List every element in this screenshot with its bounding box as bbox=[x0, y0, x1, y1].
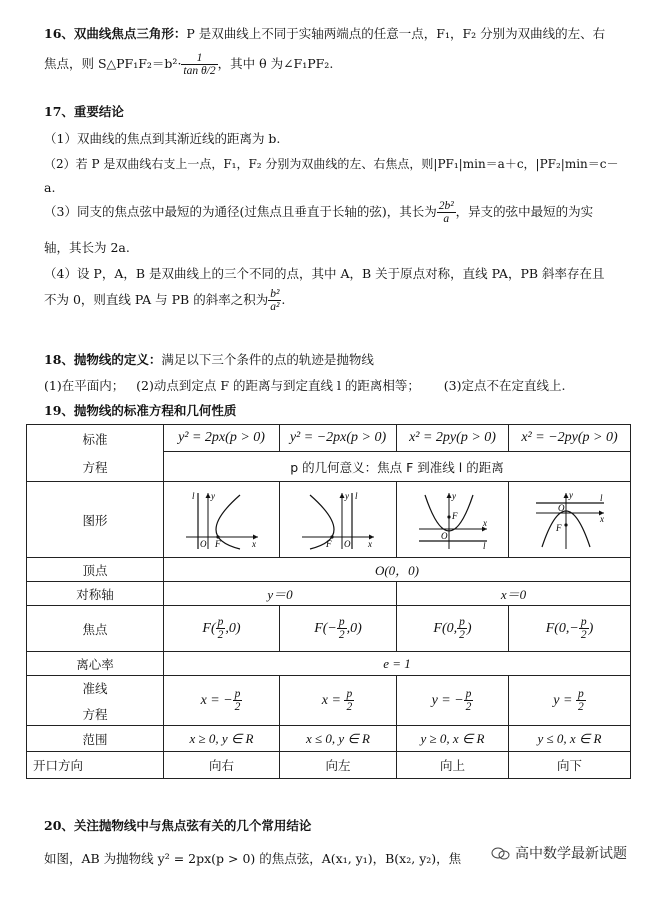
focus-4-pre: F(0,− bbox=[545, 620, 579, 636]
section-16-line1 bbox=[44, 24, 605, 42]
label-axis: 对称轴 bbox=[27, 582, 164, 606]
label-focus: 焦点 bbox=[27, 606, 164, 652]
graph4-o-label: O bbox=[557, 502, 564, 513]
section-16-text1: P 是双曲线上不同于实轴两端点的任意一点，F₁，F₂ 分别为双曲线的左、右 bbox=[186, 26, 606, 41]
focus-4-post: ) bbox=[588, 620, 594, 636]
focus-1-num: p bbox=[217, 615, 224, 628]
directrix-3-den: 2 bbox=[465, 701, 472, 713]
directrix-cell-3 bbox=[397, 676, 509, 726]
section-17-item1: （1）双曲线的焦点到其渐近线的距离为 b. bbox=[44, 131, 281, 146]
table-row-graph bbox=[27, 482, 631, 558]
graph4-f-label: F bbox=[555, 522, 561, 533]
section-16-text2b: ，其中 θ 为∠F₁PF₂. bbox=[217, 56, 334, 72]
section-18-line2 bbox=[44, 376, 565, 394]
label-opening: 开口方向 bbox=[27, 752, 164, 779]
graph-opening-down bbox=[530, 489, 610, 551]
directrix-cell-4 bbox=[509, 676, 631, 726]
axis-cell-horizontal: y＝0 bbox=[164, 582, 397, 606]
section-17-item4-fraction bbox=[268, 288, 281, 313]
focus-4-num: p bbox=[580, 615, 587, 628]
label-eccentricity: 离心率 bbox=[27, 652, 164, 676]
directrix-4-den: 2 bbox=[577, 701, 584, 713]
graph1-o-label: O bbox=[199, 538, 206, 549]
focus-3-den: 2 bbox=[459, 629, 465, 641]
directrix-1-pre: x = − bbox=[200, 692, 233, 708]
section-16-title: 16、双曲线焦点三角形： bbox=[44, 26, 187, 41]
focus-3-frac bbox=[457, 616, 467, 641]
section-18-title: 18、抛物线的定义： bbox=[44, 352, 162, 367]
section-18-c3: (3)定点不在定直线上. bbox=[443, 378, 566, 393]
focus-2-frac bbox=[337, 616, 347, 641]
section-18-c2: (2)动点到定点 F 的距离与到定直线 l 的距离相等； bbox=[136, 378, 420, 393]
table-row-eccentricity bbox=[27, 652, 631, 676]
wechat-icon bbox=[491, 847, 511, 861]
section-16-frac-den: tan θ/2 bbox=[183, 65, 216, 78]
focus-1-post: ,0) bbox=[225, 620, 241, 636]
watermark-text: 高中数学最新试题 bbox=[515, 846, 627, 862]
graph2-x-label: x bbox=[368, 538, 372, 549]
range-cell-2: x ≤ 0, y ∈ R bbox=[280, 726, 397, 752]
section-17-item3c: 轴，其长为 2a. bbox=[44, 240, 130, 255]
label-range: 范围 bbox=[27, 726, 164, 752]
graph-opening-right bbox=[182, 489, 262, 551]
graph4-y-label: y bbox=[568, 489, 573, 500]
section-17-item4-frac-num: b² bbox=[270, 288, 280, 300]
label-dir-line2: 方程 bbox=[82, 706, 108, 722]
section-17-item3b: ，异支的弦中最短的为实 bbox=[455, 204, 594, 220]
table-row-vertex bbox=[27, 558, 631, 582]
range-cell-4: y ≤ 0, x ∈ R bbox=[509, 726, 631, 752]
focus-cell-1 bbox=[164, 606, 280, 652]
focus-3-pre: F(0, bbox=[433, 620, 458, 636]
label-eq-line1: 标准 bbox=[82, 432, 108, 447]
graph3-x-label: x bbox=[482, 517, 487, 528]
section-20-text: 如图，AB 为抛物线 y² = 2px(p > 0) 的焦点弦，A(x₁, y₁)，B(x₂, y₂)，焦 bbox=[44, 851, 462, 866]
equation-cell-1: y² = 2px(p > 0) bbox=[164, 425, 280, 452]
focus-2-pre: F(− bbox=[314, 620, 337, 636]
table-row-directrix bbox=[27, 676, 631, 726]
graph1-x-label: x bbox=[251, 538, 256, 549]
section-16-frac-num: 1 bbox=[181, 52, 217, 65]
section-17-item3-fraction bbox=[437, 200, 456, 225]
graph-cell-left bbox=[280, 482, 397, 558]
section-17-item3-frac-den: a bbox=[443, 213, 450, 226]
opening-cell-1: 向右 bbox=[164, 752, 280, 779]
graph-cell-right bbox=[164, 482, 280, 558]
directrix-1-frac bbox=[233, 688, 243, 713]
section-17-item2b: a. bbox=[44, 180, 56, 195]
equation-cell-4: x² = −2py(p > 0) bbox=[509, 425, 631, 452]
focus-3-post: ) bbox=[466, 620, 472, 636]
directrix-4-pre: y = bbox=[553, 692, 576, 708]
section-17-item4c: . bbox=[281, 292, 286, 308]
section-18-text: 满足以下三个条件的点的轨迹是抛物线 bbox=[161, 352, 374, 367]
graph4-x-label: x bbox=[599, 513, 604, 524]
focus-2-den: 2 bbox=[338, 629, 345, 641]
section-17-item4-line2 bbox=[44, 288, 285, 313]
table-row-equation bbox=[27, 425, 631, 452]
directrix-3-num: p bbox=[465, 687, 472, 700]
section-20-title: 20、关注抛物线中与焦点弦有关的几个常用结论 bbox=[44, 818, 312, 833]
axis-cell-vertical: x＝0 bbox=[397, 582, 631, 606]
directrix-cell-2 bbox=[280, 676, 397, 726]
section-16-text2a: 焦点，则 S△PF₁F₂＝b²· bbox=[44, 56, 182, 72]
graph1-l-label: l bbox=[191, 490, 195, 501]
focus-4-den: 2 bbox=[580, 629, 587, 641]
section-16-line2 bbox=[44, 52, 333, 77]
graph3-y-label: y bbox=[451, 490, 456, 501]
focus-cell-2 bbox=[280, 606, 397, 652]
equation-cell-3: x² = 2py(p > 0) bbox=[397, 425, 509, 452]
p-meaning-cell: p 的几何意义：焦点 F 到准线 l 的距离 bbox=[164, 452, 631, 482]
graph3-o-label: O bbox=[440, 530, 447, 541]
section-17-title: 17、重要结论 bbox=[44, 104, 124, 119]
graph-opening-up bbox=[413, 489, 493, 551]
graph2-o-label: O bbox=[344, 538, 351, 549]
label-eq-line2: 方程 bbox=[82, 460, 108, 475]
opening-cell-3: 向上 bbox=[397, 752, 509, 779]
graph1-f-label: F bbox=[214, 538, 220, 549]
directrix-2-pre: x = bbox=[321, 692, 345, 708]
section-17-item4-frac-den: a² bbox=[270, 301, 280, 314]
graph3-l-label: l bbox=[482, 540, 486, 551]
graph2-l-label: l bbox=[355, 490, 358, 501]
directrix-4-num: p bbox=[577, 687, 584, 700]
label-standard-equation bbox=[27, 425, 164, 482]
directrix-2-num: p bbox=[346, 687, 353, 700]
section-18-c1: (1)在平面内； bbox=[44, 378, 125, 393]
label-directrix bbox=[27, 676, 164, 726]
section-18-line1 bbox=[44, 350, 374, 368]
graph2-y-label: y bbox=[345, 490, 349, 501]
parabola-properties-table bbox=[26, 424, 631, 779]
watermark bbox=[491, 843, 627, 863]
directrix-1-den: 2 bbox=[234, 701, 241, 713]
table-row-focus bbox=[27, 606, 631, 652]
focus-2-num: p bbox=[338, 615, 345, 628]
focus-2-post: ,0) bbox=[346, 620, 362, 636]
range-cell-1: x ≥ 0, y ∈ R bbox=[164, 726, 280, 752]
vertex-cell: O(0，0) bbox=[164, 558, 631, 582]
label-vertex: 顶点 bbox=[27, 558, 164, 582]
section-19-title: 19、抛物线的标准方程和几何性质 bbox=[44, 403, 237, 418]
focus-cell-4 bbox=[509, 606, 631, 652]
directrix-4-frac bbox=[576, 688, 586, 713]
graph-cell-up bbox=[397, 482, 509, 558]
table-row-opening bbox=[27, 752, 631, 779]
label-graph: 图形 bbox=[27, 482, 164, 558]
table-row-axis bbox=[27, 582, 631, 606]
equation-cell-2: y² = −2px(p > 0) bbox=[280, 425, 397, 452]
directrix-3-pre: y = − bbox=[431, 692, 464, 708]
focus-4-frac bbox=[579, 616, 589, 641]
directrix-2-frac bbox=[344, 688, 354, 713]
graph3-f-label: F bbox=[451, 510, 457, 521]
focus-cell-3 bbox=[397, 606, 509, 652]
directrix-3-frac bbox=[464, 688, 474, 713]
section-17-item3-line1 bbox=[44, 200, 593, 225]
focus-1-pre: F( bbox=[202, 620, 216, 636]
section-17-item3-frac-num: 2b² bbox=[438, 200, 454, 212]
graph2-f-label: F bbox=[326, 538, 332, 549]
directrix-2-den: 2 bbox=[346, 701, 353, 713]
focus-1-den: 2 bbox=[217, 629, 224, 641]
label-dir-line1: 准线 bbox=[82, 680, 108, 696]
graph-cell-down bbox=[509, 482, 631, 558]
directrix-cell-1 bbox=[164, 676, 280, 726]
section-17-item3a: （3）同支的焦点弦中最短的为通径(过焦点且垂直于长轴的弦)，其长为 bbox=[44, 204, 437, 220]
graph4-l-label: l bbox=[599, 492, 603, 503]
focus-1-frac bbox=[216, 616, 226, 641]
focus-3-num: p bbox=[459, 615, 465, 628]
graph1-y-label: y bbox=[210, 490, 215, 501]
section-16-fraction bbox=[181, 52, 217, 77]
directrix-1-num: p bbox=[234, 687, 241, 700]
opening-cell-4: 向下 bbox=[509, 752, 631, 779]
section-17-item2a: （2）若 P 是双曲线右支上一点，F₁，F₂ 分别为双曲线的左、右焦点，则|PF₁|min＝a＋c，|PF₂|min＝c－ bbox=[44, 157, 619, 171]
section-17-item4a: （4）设 P，A，B 是双曲线上的三个不同的点，其中 A，B 关于原点对称，直线 PA，PB 斜率存在且 bbox=[44, 266, 605, 281]
table-row-range bbox=[27, 726, 631, 752]
range-cell-3: y ≥ 0, x ∈ R bbox=[397, 726, 509, 752]
opening-cell-2: 向左 bbox=[280, 752, 397, 779]
section-17-item4b: 不为 0，则直线 PA 与 PB 的斜率之积为 bbox=[44, 292, 269, 308]
eccentricity-cell: e = 1 bbox=[164, 652, 631, 676]
graph-opening-left bbox=[298, 489, 378, 551]
